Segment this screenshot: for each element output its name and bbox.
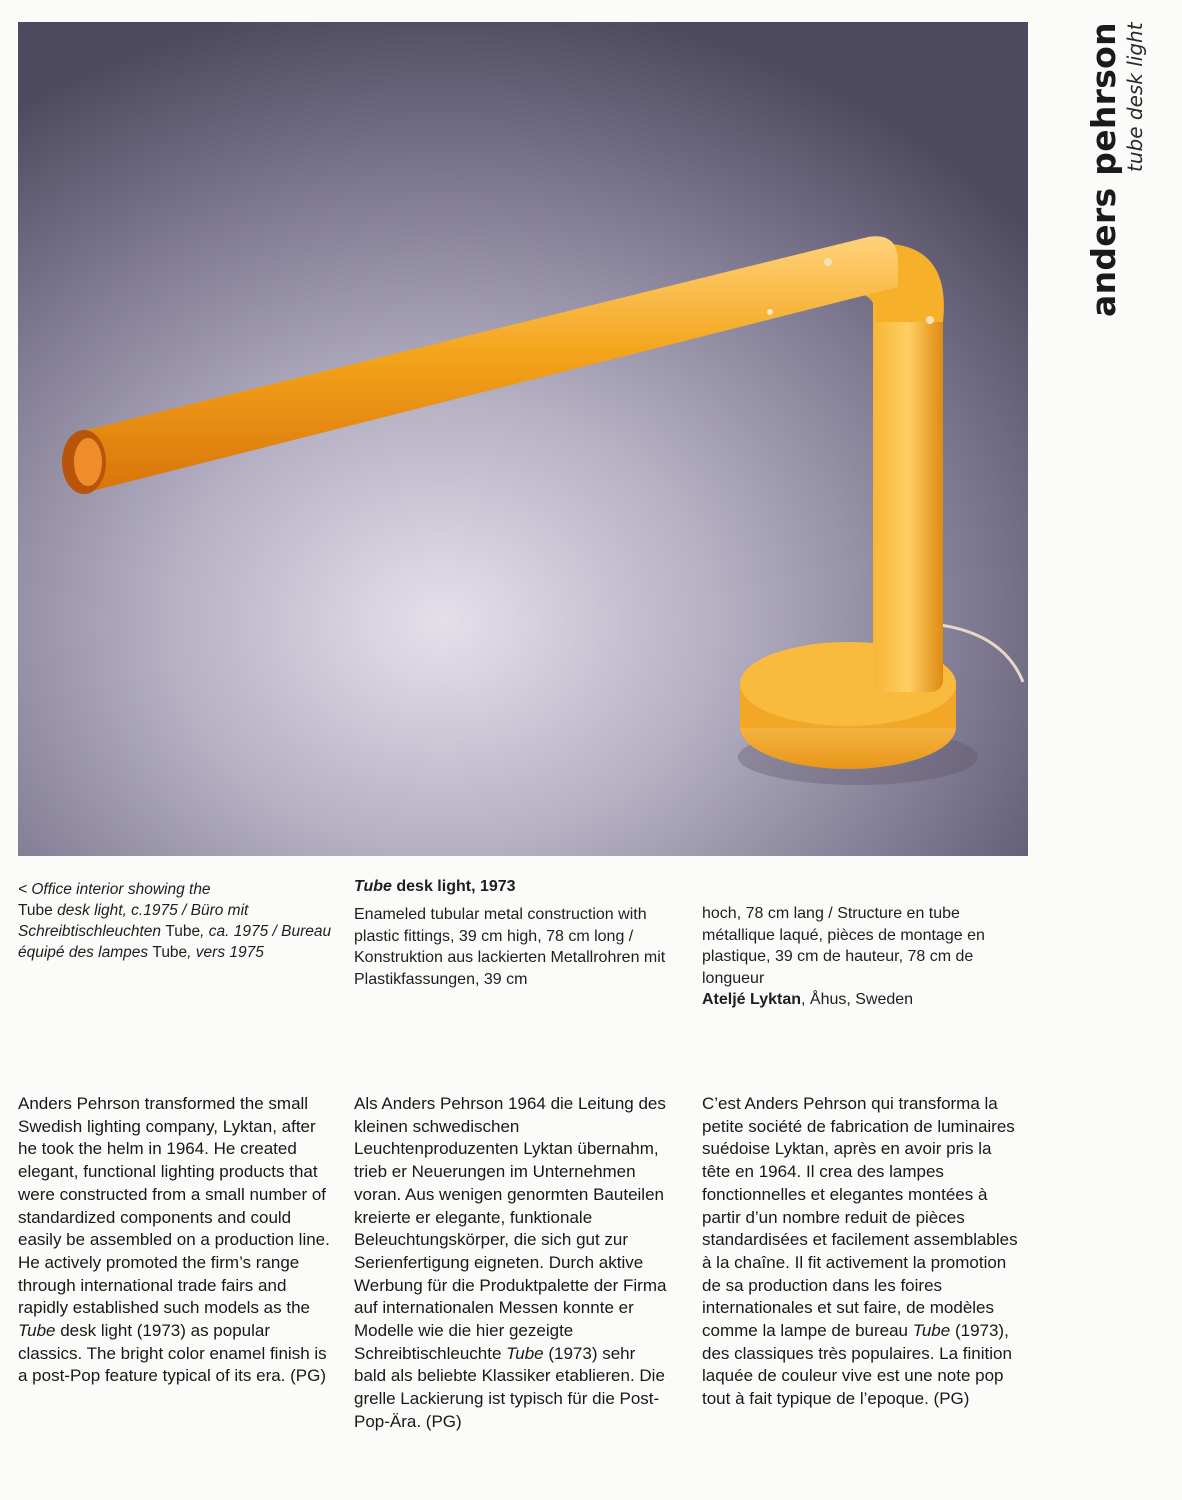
caption-product: Tube [152, 944, 188, 961]
running-head [1084, 22, 1147, 322]
body-text-french [702, 1093, 1020, 1411]
designer-name: anders pehrson [1084, 22, 1123, 317]
photo-caption [18, 879, 338, 963]
body-text-english [18, 1093, 336, 1388]
caption-text: , ca. 1975 / Bureau équipé des lampes [18, 923, 332, 961]
caption-product: Tube [165, 923, 201, 940]
body-text: desk light (1973) as popular classics. The bright color enamel finish is a post-Pop feature typical of its era. (PG) [18, 1321, 327, 1386]
body-text-german [354, 1093, 672, 1434]
body-text: Als Anders Pehrson 1964 die Leitung des kleinen schwedischen Leuchtenproduzenten Lyktan übernahm, trieb er Neuerungen im Unternehmen voran. Aus wenigen genormten Bauteilen kreierte er elegante, funktionale Beleuchtungskörper, die sich gut zur Serienfertigung eigneten. Durch aktive Werbung für die Produktpalette der Firma auf internationalen Messen konnte er Modelle wie die hier gezeigte Schreibtischleuchte [354, 1094, 667, 1363]
lamp-illustration [18, 22, 1028, 856]
object-title [354, 876, 684, 897]
body-product: Tube [912, 1321, 951, 1341]
object-description-continued [702, 903, 1022, 1011]
caption-text: desk light, c.1975 / Büro mit Schreibtischleuchten [18, 902, 249, 940]
caption-line: < Office interior showing the [18, 881, 211, 898]
caption-text: , vers 1975 [187, 944, 264, 961]
body-text: Anders Pehrson transformed the small Swedish lighting company, Lyktan, after he took the helm in 1964. He created elegant, functional lighting products that were constructed from a small number of standardized components and could easily be assembled on a production line. He actively promoted the firm’s range through international trade fairs and rapidly established such models as the [18, 1094, 330, 1318]
lamp-photograph [18, 22, 1028, 856]
body-product: Tube [18, 1321, 56, 1341]
maker-place: , Åhus, Sweden [801, 991, 914, 1008]
body-text: (1973) sehr bald als beliebte Klassiker etablieren. Die grelle Lackierung ist typisch für die Post-Pop-Ära. (PG) [354, 1343, 665, 1431]
object-description: Enameled tubular metal construction with plastic fittings, 39 cm high, 78 cm long / Konstruktion aus lackierten Metallrohren mit Plastikfassungen, 39 cm [354, 906, 666, 988]
product-subtitle: tube desk light [1123, 22, 1147, 172]
body-text: C’est Anders Pehrson qui transforma la petite société de fabrication de luminaires suédoise Lyktan, après en avoir pris la tête en 1964. Il crea des lampes fonctionnelles et elegantes montées à partir d’un nombre reduit de pièces standardisées et facilement assemblables à la chaîne. Il fit activement la promotion de sa production dans les foires internationales et sut faire, de modèles comme la lampe de bureau [702, 1094, 1018, 1341]
object-description-text: hoch, 78 cm lang / Structure en tube métallique laqué, pièces de montage en plastique, 39 cm de hauteur, 78 cm de longueur [702, 905, 985, 987]
object-title-product: Tube [354, 878, 392, 895]
body-text: (1973), des classiques très populaires. La finition laquée de couleur vive est une note pop tout à fait typique de l’epoque. (PG) [702, 1321, 1012, 1409]
body-product: Tube [506, 1343, 544, 1363]
object-title-rest: desk light, 1973 [391, 878, 516, 895]
maker-name: Ateljé Lyktan [702, 991, 801, 1008]
caption-product: Tube [18, 902, 53, 919]
